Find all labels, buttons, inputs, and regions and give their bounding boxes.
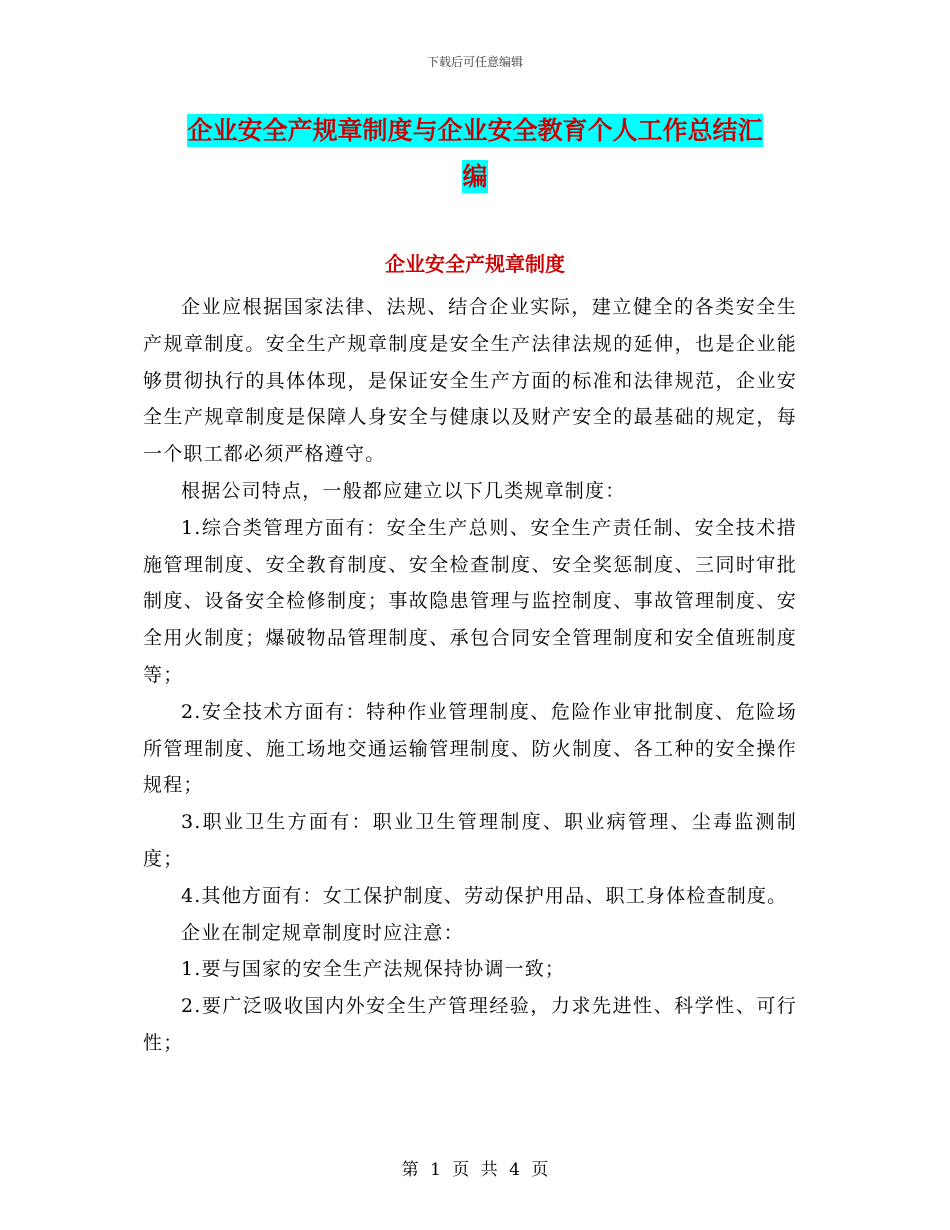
title-line-1: 企业安全产规章制度与企业安全教育个人工作总结汇 — [187, 116, 763, 145]
paragraph-item-4: 4.其他方面有：女工保护制度、劳动保护用品、职工身体检查制度。 — [181, 884, 788, 907]
title-line-2: 编 — [462, 162, 488, 191]
paragraph-categories-lead: 根据公司特点，一般都应建立以下几类规章制度： — [181, 479, 626, 502]
page-footer: 第 1 页 共 4 页 — [401, 1160, 549, 1180]
paragraph-note-1: 1.要与国家的安全生产法规保持协调一致； — [181, 958, 566, 981]
paragraph-notes-lead: 企业在制定规章制度时应注意： — [181, 921, 464, 944]
section-title: 企业安全产规章制度 — [385, 252, 565, 276]
paragraph-note-2: 2.要广泛吸收国内外安全生产管理经验，力求先进性、科学性、可行性； — [143, 995, 797, 1054]
paragraph-item-3: 3.职业卫生方面有：职业卫生管理制度、职业病管理、尘毒监测制度； — [143, 811, 797, 870]
paragraph-item-2: 2.安全技术方面有：特种作业管理制度、危险作业审批制度、危险场所管理制度、施工场地交通运输管理制度、防火制度、各工种的安全操作规程； — [143, 700, 797, 797]
document-title — [140, 108, 810, 200]
document-body — [143, 289, 797, 1062]
paragraph-item-1: 1.综合类管理方面有：安全生产总则、安全生产责任制、安全技术措施管理制度、安全教育制度、安全检查制度、安全奖惩制度、三同时审批制度、设备安全检修制度；事故隐患管理与监控制度、事故管理制度、安全用火制度；爆破物品管理制度、承包合同安全管理制度和安全值班制度等； — [143, 516, 797, 686]
page-header: 下载后可任意编辑 — [426, 55, 523, 69]
paragraph-intro: 企业应根据国家法律、法规、结合企业实际，建立健全的各类安全生产规章制度。安全生产规章制度是安全生产法律法规的延伸，也是企业能够贯彻执行的具体体现，是保证安全生产方面的标准和法律规范，企业安全生产规章制度是保障人身安全与健康以及财产安全的最基础的规定，每一个职工都必须严格遵守。 — [143, 296, 797, 466]
